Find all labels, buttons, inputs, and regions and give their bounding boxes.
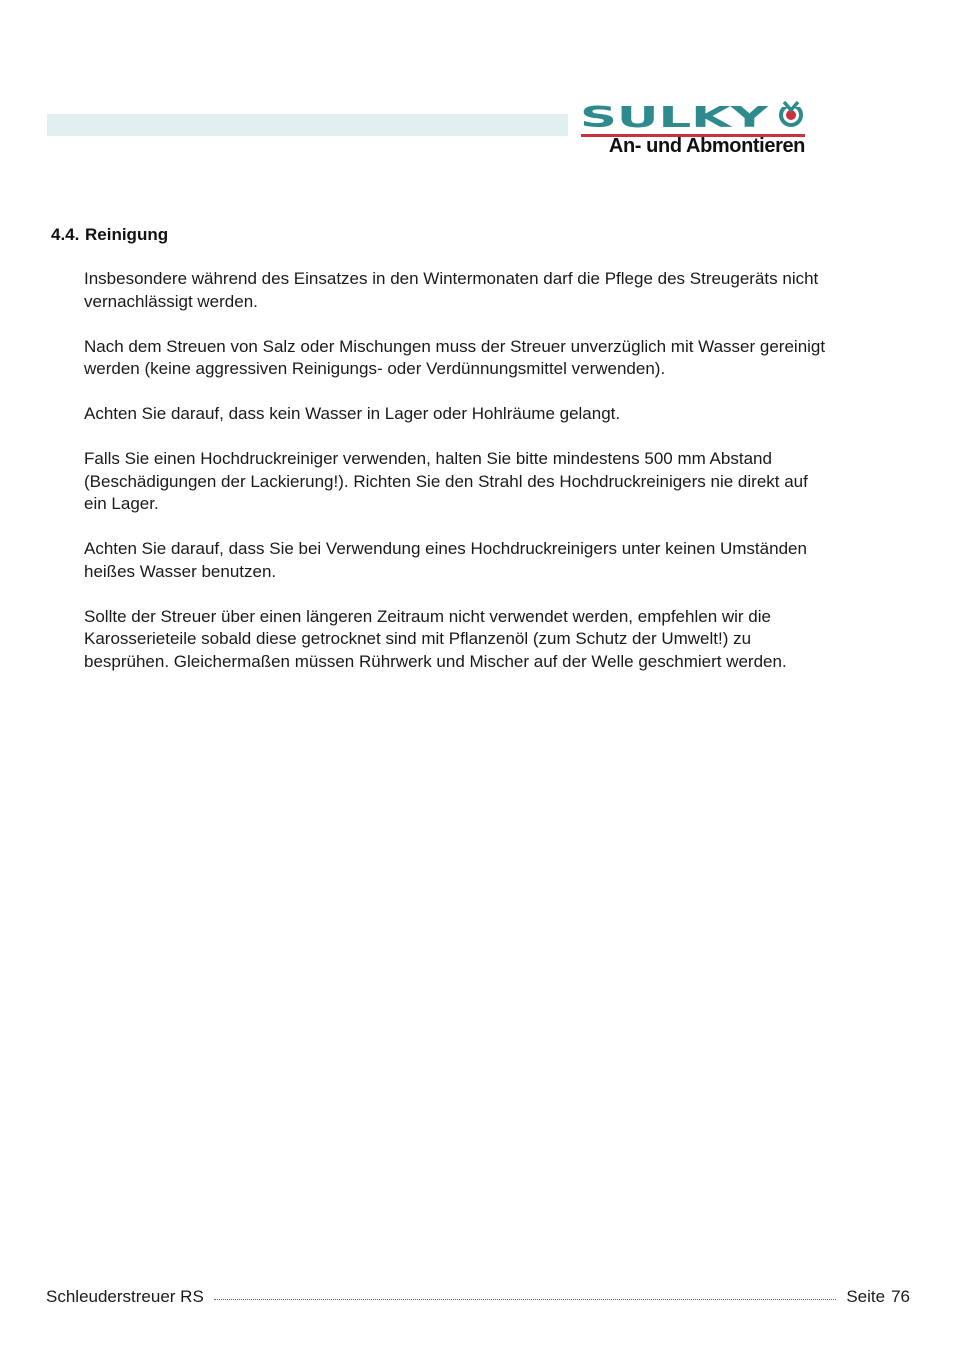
paragraph: Sollte der Streuer über einen längeren Zeitraum nicht verwendet werden, empfehlen wir die Karosserieteile sobald diese getrocknet sind mit Pflanzenöl (zum Schutz der Umwelt!) zu besprühen. Gleichermaßen müssen Rührwerk und Mischer auf der Welle geschmiert werden. [84, 606, 787, 671]
section-heading [51, 225, 168, 245]
header-bar [47, 114, 568, 136]
body-text [84, 268, 834, 696]
svg-text:SULKY: SULKY [580, 102, 770, 134]
heading-number: 4.4. [51, 225, 80, 244]
sulky-logo [578, 98, 808, 138]
heading-title: Reinigung [85, 225, 169, 244]
paragraph: Achten Sie darauf, dass kein Wasser in Lager oder Hohlräume gelangt. [84, 404, 621, 423]
section-title: An- und Abmontieren [608, 135, 805, 157]
paragraph: Falls Sie einen Hochdruckreiniger verwenden, halten Sie bitte mindestens 500 mm Abstand (Beschädigungen der Lackierung!). Richten Sie den Strahl des Hochdruckreinigers nie direkt auf ein Lager. [84, 449, 808, 513]
footer-page-label: Seite [846, 1287, 886, 1306]
paragraph: Achten Sie darauf, dass Sie bei Verwendung eines Hochdruckreinigers unter keinen Umständen heißes Wasser benutzen. [84, 539, 807, 581]
paragraph: Nach dem Streuen von Salz oder Mischungen muss der Streuer unverzüglich mit Wasser gereinigt werden (keine aggressiven Reinigungs- oder Verdünnungsmittel verwenden). [84, 336, 826, 378]
footer-page-number: 76 [891, 1287, 910, 1306]
footer-leader-dots [214, 1285, 837, 1300]
page-footer [46, 1287, 910, 1307]
paragraph: Insbesondere während des Einsatzes in den Wintermonaten darf die Pflege des Streugeräts nicht vernachlässigt werden. [84, 269, 819, 311]
footer-doc-title: Schleuderstreuer RS [46, 1287, 204, 1306]
